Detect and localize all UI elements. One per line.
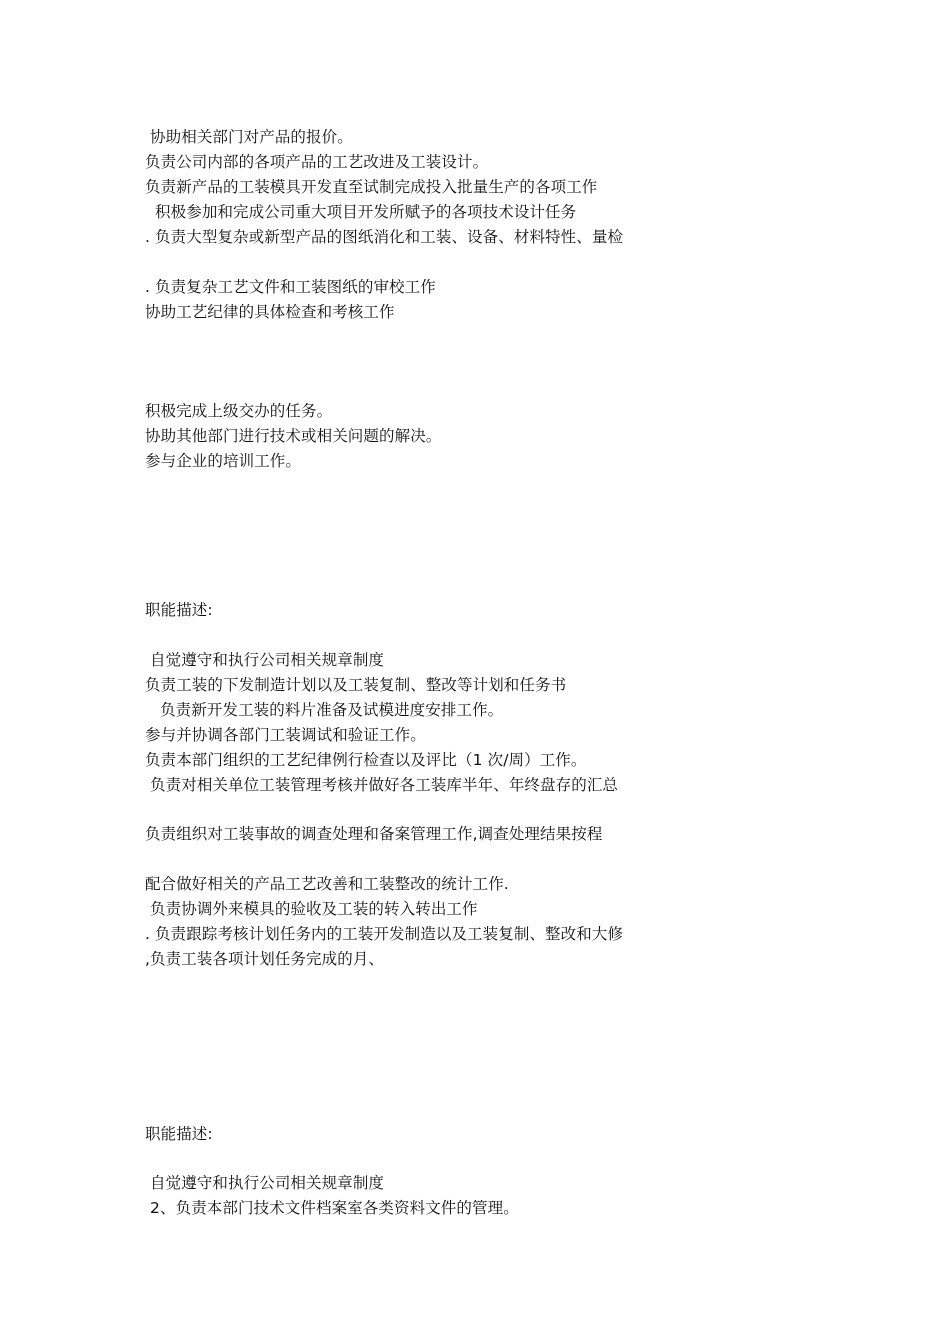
text-line: 负责本部门组织的工艺纪律例行检查以及评比（1 次/周）工作。 [145,751,587,769]
text-line: 参与并协调各部门工装调试和验证工作。 [145,726,426,744]
text-line: 积极参加和完成公司重大项目开发所赋予的各项技术设计任务 [145,203,577,221]
text-line: . 负责复杂工艺文件和工装图纸的审校工作 [145,278,436,296]
text-line: . 负责大型复杂或新型产品的图纸消化和工装、设备、材料特性、量检 [145,228,624,246]
section-heading: 职能描述: [145,1125,213,1143]
text-line: 协助工艺纪律的具体检查和考核工作 [145,303,395,321]
text-line: 负责新开发工装的料片准备及试模进度安排工作。 [145,701,504,719]
text-line: 负责新产品的工装模具开发直至试制完成投入批量生产的各项工作 [145,178,598,196]
text-line: 协助其他部门进行技术或相关问题的解决。 [145,427,442,445]
text-line: 负责组织对工装事故的调查处理和备案管理工作,调查处理结果按程 [145,825,603,843]
text-line: 负责协调外来模具的验收及工装的转入转出工作 [145,900,478,918]
text-line: 2、负责本部门技术文件档案室各类资料文件的管理。 [145,1199,519,1217]
text-line: 积极完成上级交办的任务。 [145,402,333,420]
text-line: 负责对相关单位工装管理考核并做好各工装库半年、年终盘存的汇总 [145,776,619,794]
text-line: 负责工装的下发制造计划以及工装复制、整改等计划和任务书 [145,676,567,694]
text-line: 协助相关部门对产品的报价。 [145,128,353,146]
text-line: ,负责工装各项计划任务完成的月、 [145,950,385,968]
text-line: 负责公司内部的各项产品的工艺改进及工装设计。 [145,153,489,171]
section-heading: 职能描述: [145,601,213,619]
text-line: 参与企业的培训工作。 [145,452,302,470]
text-line: . 负责跟踪考核计划任务内的工装开发制造以及工装复制、整改和大修 [145,925,624,943]
text-line: 配合做好相关的产品工艺改善和工装整改的统计工作. [145,875,509,893]
text-line: 自觉遵守和执行公司相关规章制度 [145,1174,385,1192]
text-line: 自觉遵守和执行公司相关规章制度 [145,651,385,669]
